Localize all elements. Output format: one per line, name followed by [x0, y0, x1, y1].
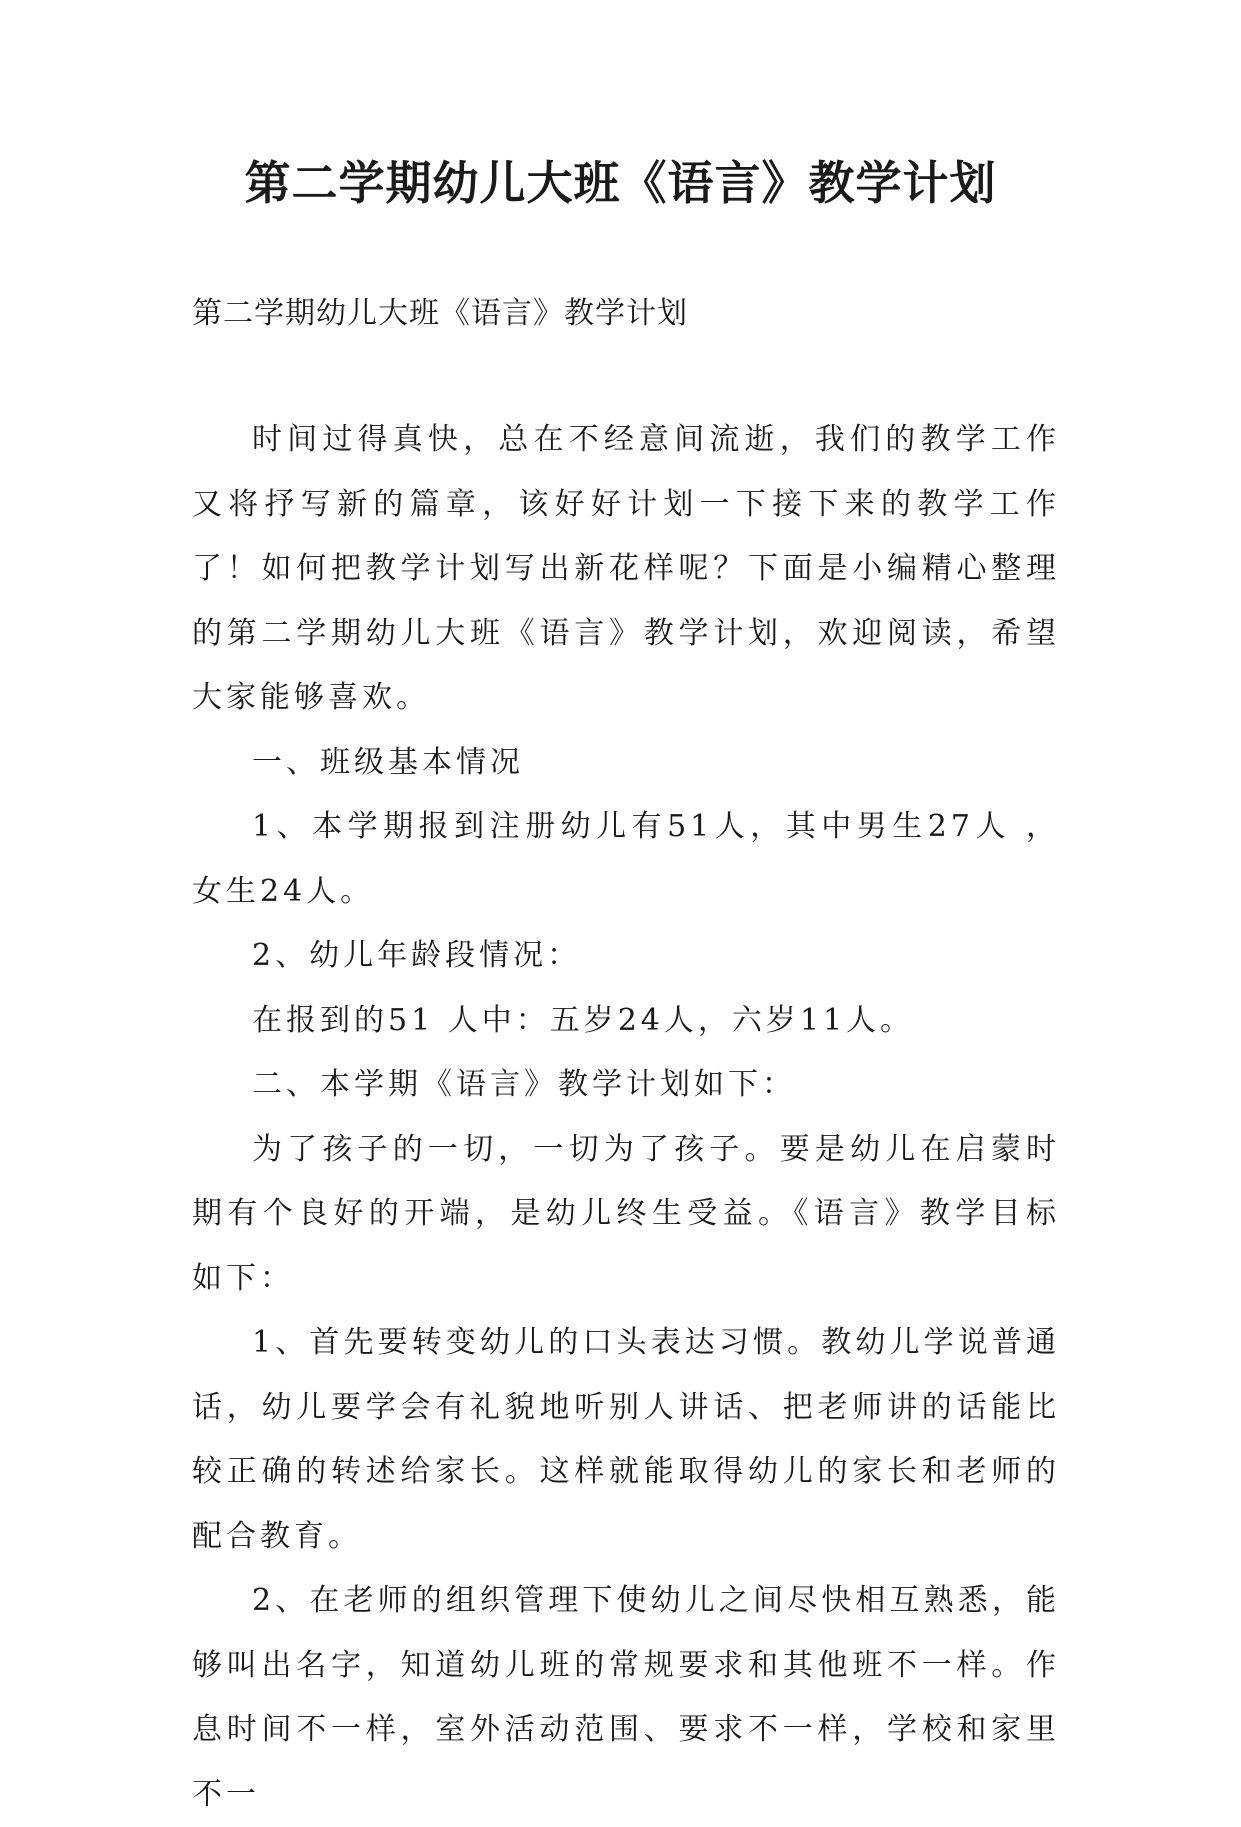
document-body	[192, 408, 1060, 1827]
document-subtitle: 第二学期幼儿大班《语言》教学计划	[192, 296, 688, 331]
document-title: 第二学期幼儿大班《语言》教学计划	[244, 156, 997, 210]
paragraph-age-heading: 2、幼儿年龄段情况：	[252, 938, 582, 973]
paragraph-goal-2: 2、在老师的组织管理下使幼儿之间尽快相互熟悉，能够叫出名字，知道幼儿班的常规要求和其他班不一样。作息时间不一样，室外活动范围、要求不一样，学校和家里不一	[192, 1583, 1060, 1812]
paragraph-intro: 时间过得真快，总在不经意间流逝，我们的教学工作又将抒写新的篇章，该好好计划一下接下来的教学工作了！如何把教学计划写出新花样呢？下面是小编精心整理的第二学期幼儿大班《语言》教学计划，欢迎阅读，希望大家能够喜欢。	[192, 422, 1060, 715]
section-heading-class-info: 一、班级基本情况	[252, 744, 524, 780]
section-heading-plan: 二、本学期《语言》教学计划如下：	[252, 1067, 796, 1102]
paragraph-goal-1: 1、首先要转变幼儿的口头表达习惯。教幼儿学说普通话，幼儿要学会有礼貌地听别人讲话、把老师讲的话能比较正确的转述给家长。这样就能取得幼儿的家长和老师的配合教育。	[192, 1325, 1060, 1554]
paragraph-age-detail: 在报到的51 人中：五岁24人，六岁11人。	[252, 1002, 915, 1038]
paragraph-enrollment: 1、本学期报到注册幼儿有51人，其中男生27人 ，女生24人。	[192, 809, 1060, 909]
paragraph-goals-intro: 为了孩子的一切，一切为了孩子。要是幼儿在启蒙时期有个良好的开端，是幼儿终生受益。《语言》教学目标如下：	[192, 1131, 1060, 1296]
